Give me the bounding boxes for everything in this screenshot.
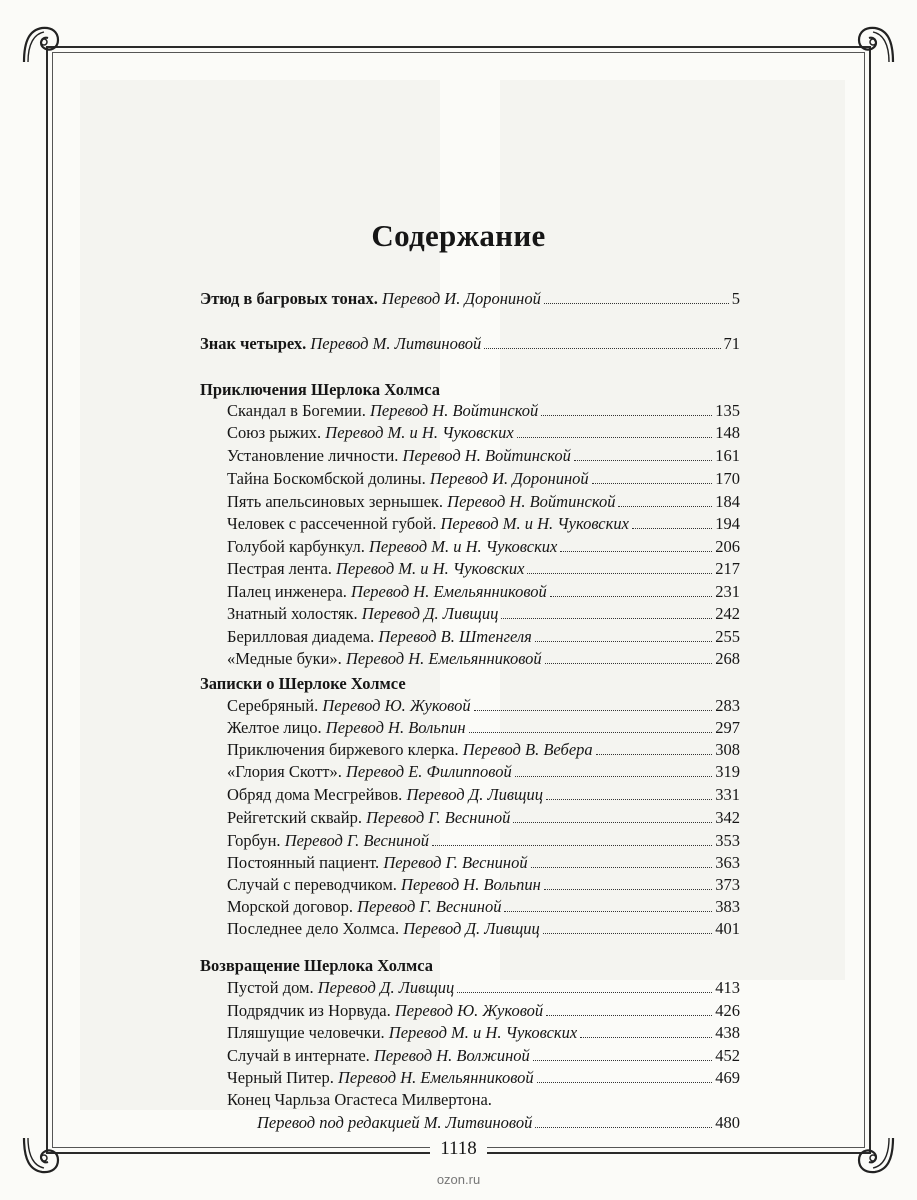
page-number: 161 <box>715 446 740 465</box>
toc-entry[interactable] <box>227 852 740 874</box>
dot-leader <box>560 536 712 552</box>
page-number: 353 <box>715 831 740 850</box>
entry-translator: Перевод Н. Войтинской <box>402 446 571 465</box>
page-number: 170 <box>715 469 740 488</box>
section-heading: Записки о Шерлоке Холмсе <box>200 674 406 693</box>
entry-translator: Перевод М. и Н. Чуковских <box>325 423 514 442</box>
dot-leader <box>618 491 712 507</box>
dot-leader <box>543 918 712 934</box>
page-title: Содержание <box>371 218 546 253</box>
dot-leader <box>501 603 712 619</box>
toc-entry[interactable] <box>227 603 740 625</box>
celtic-knot-ornament-icon <box>20 22 64 66</box>
page-number: 308 <box>715 740 740 759</box>
page-number: 148 <box>715 423 740 442</box>
entry-translator: Перевод Г. Весниной <box>284 831 429 850</box>
entry-translator: Перевод И. Дорониной <box>382 289 541 308</box>
toc-entry[interactable] <box>227 761 740 783</box>
entry-translator: Перевод Г. Весниной <box>366 808 511 827</box>
toc-entry[interactable] <box>227 422 740 444</box>
entry-translator: Перевод под редакцией М. Литвиновой <box>257 1113 533 1132</box>
entry-title: Союз рыжих. <box>227 423 322 442</box>
entry-title: Горбун. <box>227 831 281 850</box>
entry-translator: Перевод Н. Войтинской <box>370 401 539 420</box>
dot-leader <box>484 333 720 349</box>
toc-entry[interactable] <box>227 400 740 422</box>
toc-entry[interactable] <box>227 1000 740 1022</box>
dot-leader <box>504 896 712 912</box>
toc-entry[interactable] <box>227 807 740 829</box>
entry-translator: Перевод М. и Н. Чуковских <box>368 537 558 556</box>
page-number: 469 <box>715 1068 740 1087</box>
page-number: 255 <box>715 627 740 646</box>
entry-translator: Перевод М. и Н. Чуковских <box>388 1023 578 1042</box>
entry-title: Желтое лицо. <box>227 718 322 737</box>
dot-leader <box>457 977 712 993</box>
dot-leader <box>515 761 713 777</box>
dot-leader <box>527 558 712 574</box>
celtic-knot-ornament-icon <box>853 22 897 66</box>
entry-translator: Перевод Ю. Жуковой <box>322 696 471 715</box>
entry-title: Случай в интернате. <box>227 1046 370 1065</box>
toc-entry[interactable] <box>227 874 740 896</box>
page-number: 217 <box>715 559 740 578</box>
page-number: 184 <box>715 492 740 511</box>
entry-translator: Перевод Н. Волжиной <box>373 1046 530 1065</box>
entry-title: Постоянный пациент. <box>227 853 380 872</box>
dot-leader <box>545 648 713 664</box>
page-number: 194 <box>715 514 740 533</box>
page-number: 438 <box>715 1023 740 1042</box>
entry-title: Палец инженера. <box>227 582 347 601</box>
entry-title: Обряд дома Месгрейвов. <box>227 785 403 804</box>
toc-entry[interactable] <box>227 513 740 535</box>
page-number: 206 <box>715 537 740 556</box>
toc-entry[interactable] <box>227 896 740 918</box>
entry-translator: Перевод Н. Емельянниковой <box>337 1068 534 1087</box>
page-folio <box>0 1138 917 1160</box>
toc-entry[interactable] <box>227 1022 740 1044</box>
toc-entry[interactable] <box>227 558 740 580</box>
dot-leader <box>596 739 713 755</box>
entry-title: Пустой дом. <box>227 978 314 997</box>
page-number: 363 <box>715 853 740 872</box>
page-number: 342 <box>715 808 740 827</box>
entry-title: Тайна Боскомбской долины. <box>227 469 426 488</box>
toc-entry[interactable] <box>227 717 740 739</box>
entry-translator: Перевод Н. Емельянниковой <box>351 582 547 601</box>
entry-title: Человек с рассеченной губой. <box>227 514 437 533</box>
dot-leader <box>474 695 713 711</box>
page-number: 231 <box>715 582 740 601</box>
folio-number: 1118 <box>430 1138 487 1160</box>
page-number: 426 <box>715 1001 740 1020</box>
toc-entry[interactable] <box>227 1067 740 1089</box>
entry-translator: Перевод Н. Емельянниковой <box>345 649 542 668</box>
dot-leader <box>632 513 712 529</box>
entry-title: Рейгетский сквайр. <box>227 808 362 827</box>
entry-title: Пестрая лента. <box>227 559 332 578</box>
entry-title: Знак четырех. <box>200 334 307 353</box>
entry-title: Берилловая диадема. <box>227 627 375 646</box>
dot-leader <box>546 1000 712 1016</box>
entry-title: «Глория Скотт». <box>227 762 342 781</box>
entry-title[interactable]: Конец Чарльза Огастеса Милвертона. <box>227 1090 492 1109</box>
toc-entry-continuation[interactable] <box>257 1112 740 1134</box>
toc-entry[interactable] <box>227 977 740 999</box>
entry-title: «Медные буки». <box>227 649 342 668</box>
section-heading: Возвращение Шерлока Холмса <box>200 956 433 975</box>
page-number: 319 <box>715 762 740 781</box>
entry-title: Приключения биржевого клерка. <box>227 740 459 759</box>
watermark: ozon.ru <box>436 1172 481 1187</box>
toc-entry[interactable] <box>227 626 740 648</box>
entry-translator: Перевод В. Вебера <box>462 740 593 759</box>
dot-leader <box>544 874 712 890</box>
dot-leader <box>574 445 712 461</box>
toc-entry[interactable] <box>227 581 740 603</box>
entry-translator: Перевод Г. Весниной <box>357 897 502 916</box>
entry-translator: Перевод М. Литвиновой <box>310 334 482 353</box>
dot-leader <box>592 468 713 484</box>
page-number: 268 <box>715 649 740 668</box>
toc-entry[interactable] <box>227 918 740 940</box>
toc-entry[interactable] <box>227 1045 740 1067</box>
toc-entry[interactable] <box>227 695 740 717</box>
page-number: 401 <box>715 919 740 938</box>
toc-entry[interactable] <box>200 333 740 355</box>
dot-leader <box>580 1022 712 1038</box>
page-number: 373 <box>715 875 740 894</box>
dot-leader <box>546 784 712 800</box>
page-number: 297 <box>715 718 740 737</box>
page-number: 242 <box>715 604 740 623</box>
entry-translator: Перевод Ю. Жуковой <box>394 1001 544 1020</box>
page-number: 135 <box>715 401 740 420</box>
page-number: 452 <box>715 1046 740 1065</box>
entry-translator: Перевод Н. Вольпин <box>325 718 466 737</box>
dot-leader <box>469 717 713 733</box>
dot-leader <box>535 1112 712 1128</box>
page-number: 480 <box>715 1113 740 1132</box>
section-heading: Приключения Шерлока Холмса <box>200 380 441 399</box>
entry-title: Знатный холостяк. <box>227 604 358 623</box>
entry-title: Пляшущие человечки. <box>227 1023 385 1042</box>
dot-leader <box>531 852 713 868</box>
toc-entry[interactable] <box>227 739 740 761</box>
toc-entry[interactable] <box>227 536 740 558</box>
entry-translator: Перевод М. и Н. Чуковских <box>440 514 629 533</box>
entry-title: Голубой карбункул. <box>227 537 365 556</box>
page-number: 5 <box>731 289 740 308</box>
dot-leader <box>544 288 729 304</box>
toc-entry[interactable] <box>227 491 740 513</box>
entry-title: Морской договор. <box>227 897 354 916</box>
entry-translator: Перевод И. Дорониной <box>429 469 589 488</box>
toc-entry[interactable] <box>227 445 740 467</box>
entry-title: Пять апельсиновых зернышек. <box>227 492 444 511</box>
page-number: 283 <box>715 696 740 715</box>
entry-title: Скандал в Богемии. <box>227 401 366 420</box>
toc-entry[interactable] <box>227 648 740 670</box>
page-number: 413 <box>715 978 740 997</box>
entry-translator: Перевод Д. Ливщиц <box>361 604 499 623</box>
dot-leader <box>432 830 712 846</box>
dot-leader <box>537 1067 713 1083</box>
entry-title: Подрядчик из Норвуда. <box>227 1001 391 1020</box>
entry-translator: Перевод М. и Н. Чуковских <box>336 559 525 578</box>
entry-title: Серебряный. <box>227 696 319 715</box>
toc-entry[interactable] <box>227 468 740 490</box>
entry-translator: Перевод Н. Вольпин <box>401 875 541 894</box>
entry-translator: Перевод Д. Ливщиц <box>406 785 543 804</box>
toc-entry[interactable] <box>227 784 740 806</box>
entry-title: Установление личности. <box>227 446 399 465</box>
entry-translator: Перевод Н. Войтинской <box>447 492 616 511</box>
entry-translator: Перевод Г. Весниной <box>383 853 528 872</box>
entry-translator: Перевод В. Штенгеля <box>378 627 532 646</box>
toc-entry[interactable] <box>200 288 740 310</box>
page-number: 383 <box>715 897 740 916</box>
entry-title: Случай с переводчиком. <box>227 875 397 894</box>
dot-leader <box>550 581 712 597</box>
entry-translator: Перевод Д. Ливщиц <box>317 978 455 997</box>
entry-translator: Перевод Д. Ливщиц <box>403 919 540 938</box>
dot-leader <box>535 626 712 642</box>
entry-title: Черный Питер. <box>227 1068 334 1087</box>
dot-leader <box>533 1045 712 1061</box>
entry-translator: Перевод Е. Филипповой <box>345 762 512 781</box>
dot-leader <box>517 422 713 438</box>
page-number: 71 <box>723 334 740 353</box>
dot-leader <box>513 807 712 823</box>
entry-title: Этюд в багровых тонах. <box>200 289 378 308</box>
entry-title: Последнее дело Холмса. <box>227 919 400 938</box>
toc-entry[interactable] <box>227 830 740 852</box>
dot-leader <box>541 400 712 416</box>
page-number: 331 <box>715 785 740 804</box>
